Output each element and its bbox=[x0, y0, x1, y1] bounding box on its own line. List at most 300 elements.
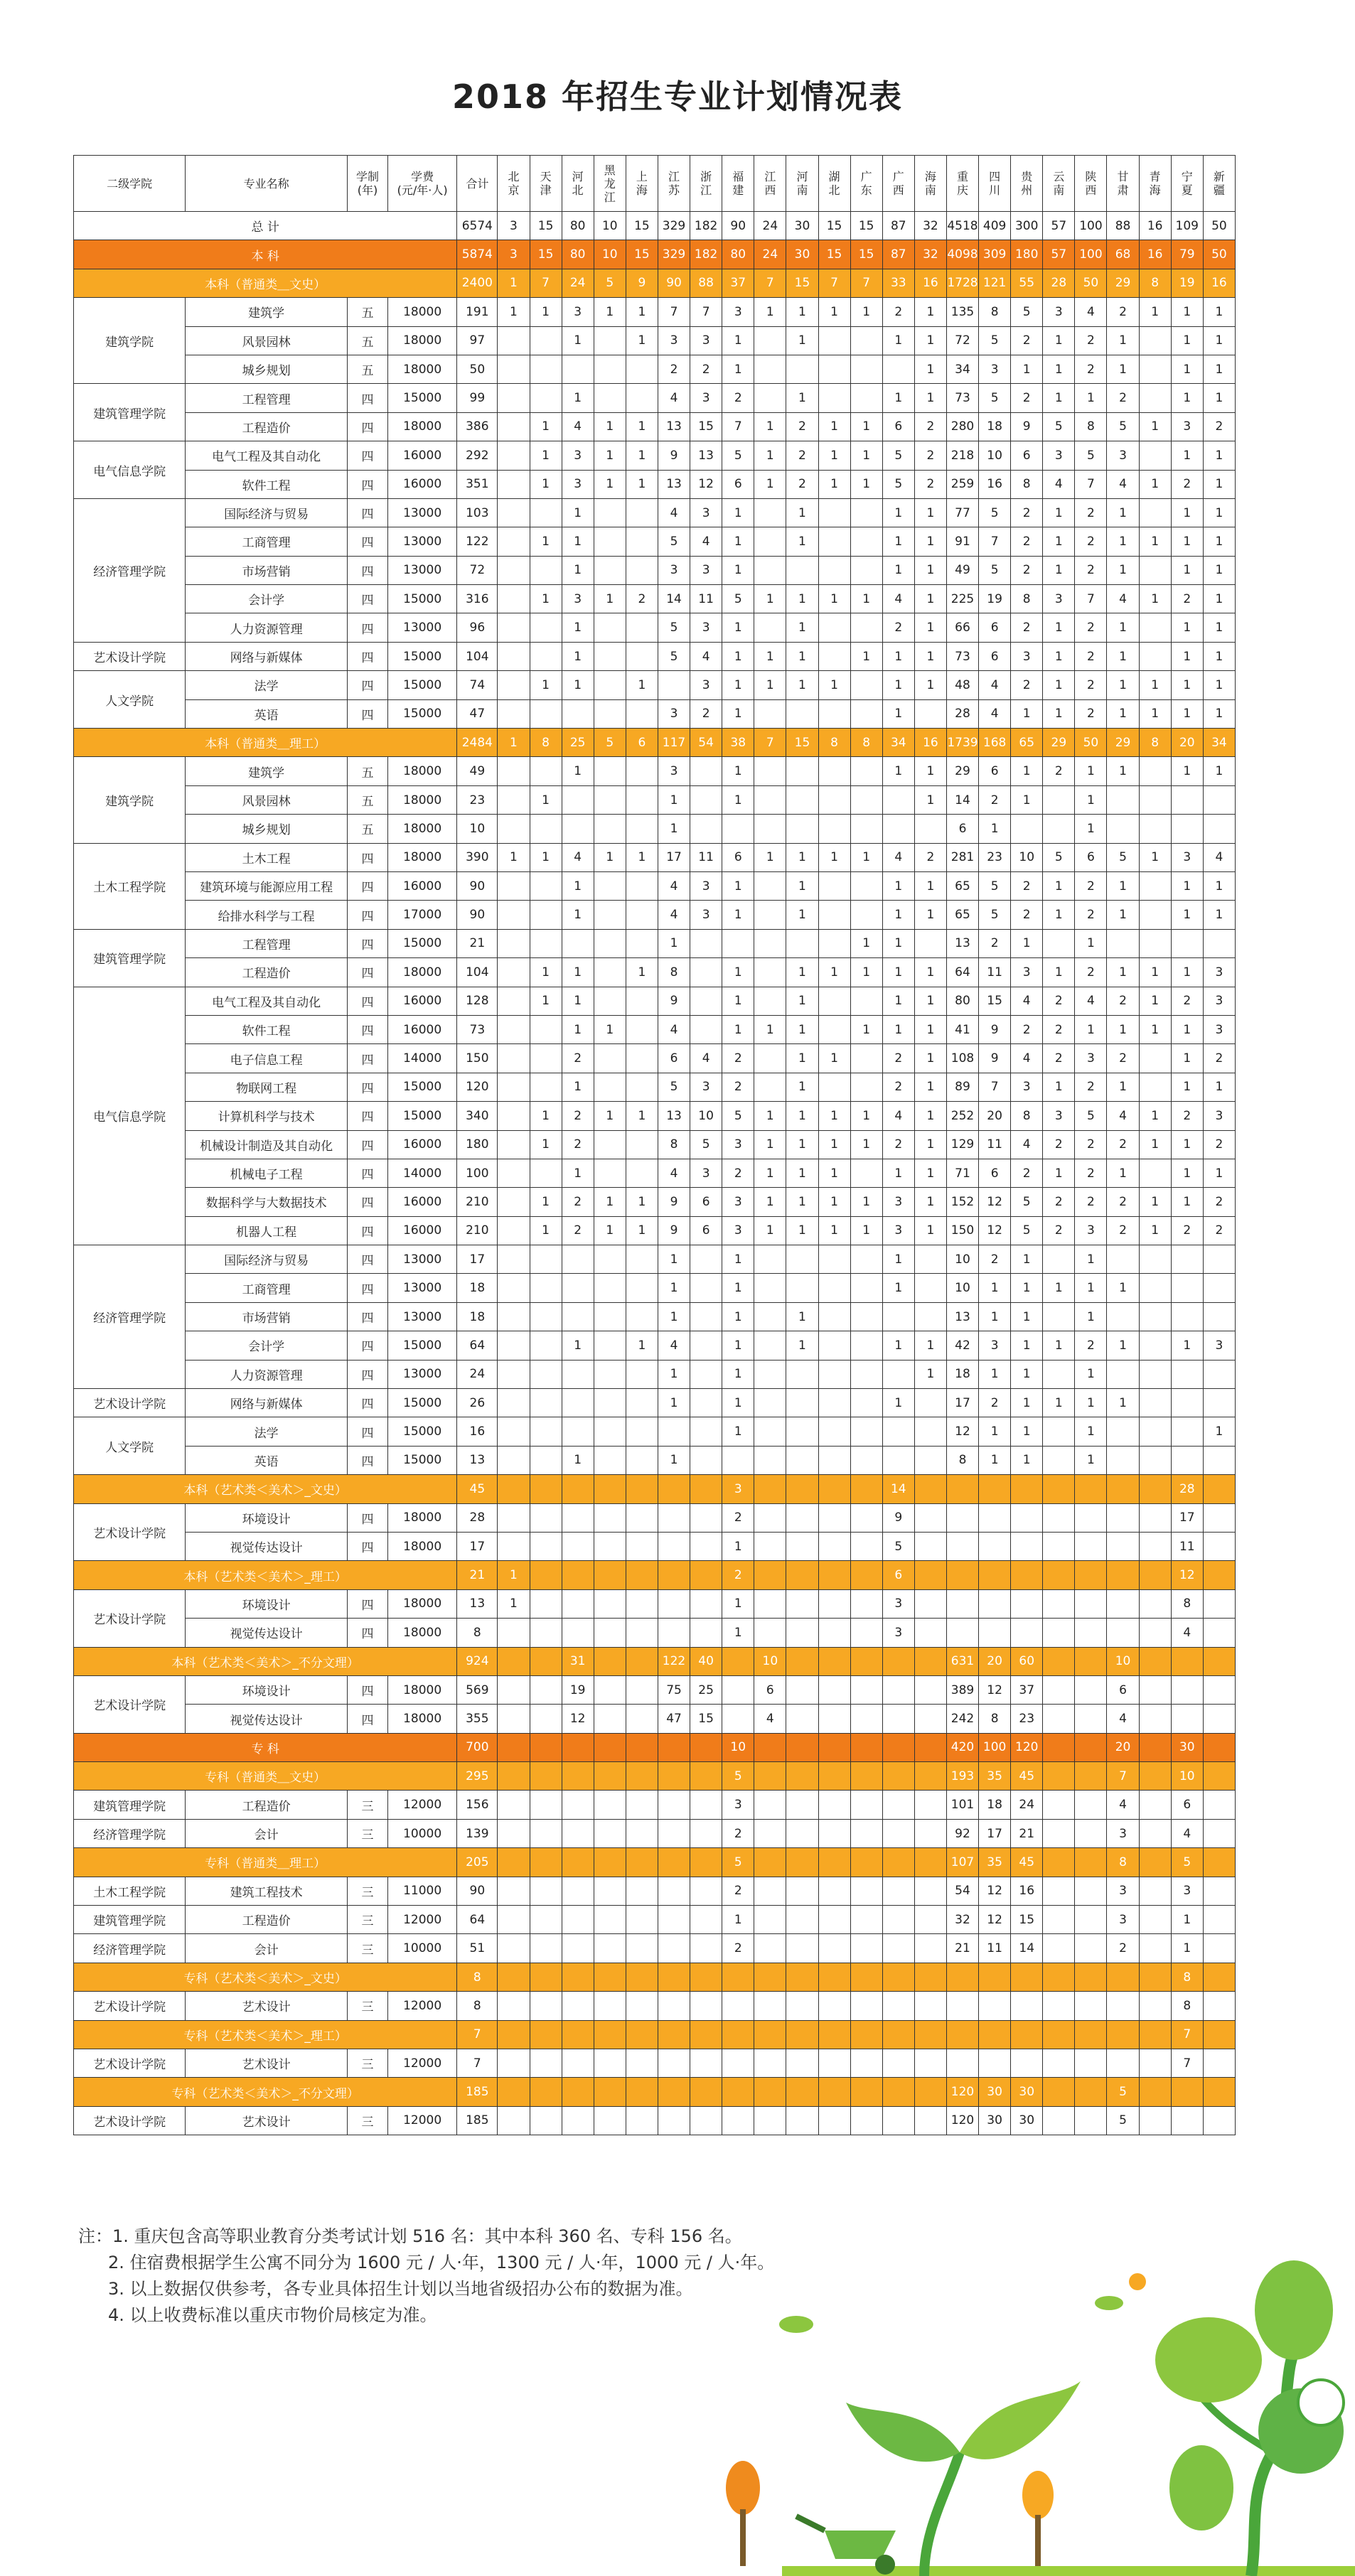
province-cell: 2 bbox=[1075, 326, 1107, 355]
fee-cell: 15000 bbox=[388, 671, 457, 699]
province-cell: 7 bbox=[722, 412, 754, 441]
province-cell bbox=[498, 1245, 530, 1274]
province-cell bbox=[754, 355, 786, 383]
province-cell bbox=[498, 355, 530, 383]
province-cell bbox=[1043, 815, 1075, 843]
province-cell bbox=[690, 785, 722, 814]
major-cell: 艺术设计 bbox=[186, 2049, 348, 2078]
province-cell: 3 bbox=[722, 1791, 754, 1819]
province-cell bbox=[1043, 1762, 1075, 1791]
province-cell bbox=[498, 2049, 530, 2078]
province-cell: 1 bbox=[498, 1561, 530, 1589]
province-cell bbox=[530, 642, 562, 670]
province-cell bbox=[979, 2049, 1011, 2078]
province-cell: 5 bbox=[1107, 2078, 1139, 2106]
province-cell: 1 bbox=[1203, 498, 1235, 527]
major-cell: 给排水科学与工程 bbox=[186, 901, 348, 929]
province-cell: 1 bbox=[530, 298, 562, 326]
province-cell bbox=[914, 929, 946, 957]
duration-cell: 四 bbox=[347, 441, 387, 470]
province-cell: 5 bbox=[594, 729, 626, 757]
province-cell bbox=[658, 1877, 690, 1905]
province-cell bbox=[498, 1389, 530, 1417]
province-cell: 14 bbox=[658, 585, 690, 613]
province-cell: 2 bbox=[786, 441, 818, 470]
fee-cell: 18000 bbox=[388, 1532, 457, 1560]
province-cell bbox=[562, 1389, 594, 1417]
province-cell bbox=[1203, 1389, 1235, 1417]
province-cell bbox=[530, 1675, 562, 1704]
province-cell bbox=[498, 815, 530, 843]
province-cell: 1 bbox=[562, 556, 594, 584]
province-cell: 2 bbox=[1011, 498, 1043, 527]
province-cell: 1 bbox=[979, 1446, 1011, 1474]
province-cell bbox=[498, 757, 530, 785]
province-cell: 2 bbox=[1075, 355, 1107, 383]
duration-cell: 四 bbox=[347, 1245, 387, 1274]
province-cell: 1 bbox=[1171, 1159, 1203, 1187]
duration-cell: 三 bbox=[347, 1877, 387, 1905]
table-row bbox=[74, 843, 1236, 871]
province-cell: 1 bbox=[1011, 1331, 1043, 1360]
total-cell: 64 bbox=[457, 1331, 498, 1360]
province-cell bbox=[850, 1992, 882, 2020]
fee-cell: 15000 bbox=[388, 384, 457, 412]
total-cell: 185 bbox=[457, 2078, 498, 2106]
province-cell: 3 bbox=[1043, 585, 1075, 613]
province-cell: 6 bbox=[1171, 1791, 1203, 1819]
province-cell bbox=[818, 1619, 850, 1647]
major-cell: 土木工程 bbox=[186, 843, 348, 871]
province-cell: 9 bbox=[658, 1188, 690, 1216]
province-cell: 1 bbox=[979, 1417, 1011, 1446]
major-cell: 人力资源管理 bbox=[186, 1360, 348, 1388]
province-cell: 54 bbox=[946, 1877, 978, 1905]
province-cell bbox=[850, 1877, 882, 1905]
province-cell bbox=[979, 1589, 1011, 1618]
major-cell: 城乡规划 bbox=[186, 815, 348, 843]
fee-cell: 16000 bbox=[388, 441, 457, 470]
province-cell: 15 bbox=[1011, 1906, 1043, 1934]
province-cell bbox=[1203, 1302, 1235, 1331]
province-cell: 1 bbox=[1107, 642, 1139, 670]
province-cell bbox=[626, 1475, 658, 1503]
province-cell: 1 bbox=[1139, 527, 1171, 556]
province-cell bbox=[1075, 1503, 1107, 1532]
province-cell: 28 bbox=[1171, 1475, 1203, 1503]
total-cell: 99 bbox=[457, 384, 498, 412]
province-cell bbox=[850, 757, 882, 785]
province-cell: 1 bbox=[1011, 1417, 1043, 1446]
province-cell bbox=[850, 1302, 882, 1331]
fee-cell: 16000 bbox=[388, 470, 457, 498]
province-cell: 1 bbox=[818, 412, 850, 441]
province-cell: 12 bbox=[946, 1417, 978, 1446]
province-cell bbox=[594, 1360, 626, 1388]
province-cell: 3 bbox=[882, 1188, 914, 1216]
province-cell: 4 bbox=[658, 1331, 690, 1360]
province-cell: 1 bbox=[786, 901, 818, 929]
duration-cell: 五 bbox=[347, 815, 387, 843]
province-cell bbox=[1075, 2020, 1107, 2049]
province-cell bbox=[722, 2078, 754, 2106]
table-row bbox=[74, 671, 1236, 699]
province-cell bbox=[530, 929, 562, 957]
province-cell: 3 bbox=[1043, 441, 1075, 470]
province-cell: 2 bbox=[1011, 613, 1043, 642]
province-cell: 1 bbox=[1075, 1274, 1107, 1302]
province-cell bbox=[594, 1073, 626, 1101]
province-cell bbox=[1075, 1906, 1107, 1934]
province-cell bbox=[690, 929, 722, 957]
province-cell: 1 bbox=[722, 1360, 754, 1388]
province-cell bbox=[562, 1819, 594, 1847]
province-cell bbox=[1139, 1561, 1171, 1589]
province-cell bbox=[626, 384, 658, 412]
province-cell: 2 bbox=[722, 384, 754, 412]
province-cell bbox=[626, 642, 658, 670]
province-cell bbox=[562, 699, 594, 728]
province-cell: 47 bbox=[658, 1705, 690, 1733]
province-cell: 3 bbox=[1203, 1102, 1235, 1130]
province-cell bbox=[850, 384, 882, 412]
province-cell: 5 bbox=[1011, 298, 1043, 326]
province-cell bbox=[1075, 1675, 1107, 1704]
fee-cell: 15000 bbox=[388, 699, 457, 728]
province-cell bbox=[786, 1733, 818, 1761]
province-cell: 2 bbox=[1075, 613, 1107, 642]
fee-cell: 15000 bbox=[388, 585, 457, 613]
row-label: 本科（普通类＿理工） bbox=[74, 729, 457, 757]
province-cell: 1 bbox=[882, 929, 914, 957]
fee-cell: 18000 bbox=[388, 1675, 457, 1704]
total-cell: 180 bbox=[457, 1130, 498, 1159]
province-cell: 122 bbox=[658, 1647, 690, 1675]
total-cell: 8 bbox=[457, 1619, 498, 1647]
province-cell: 1 bbox=[1139, 843, 1171, 871]
province-cell: 34 bbox=[946, 355, 978, 383]
province-cell bbox=[1171, 1302, 1203, 1331]
province-cell bbox=[850, 871, 882, 900]
province-cell: 5 bbox=[722, 441, 754, 470]
province-cell: 9 bbox=[658, 441, 690, 470]
province-cell bbox=[1043, 1705, 1075, 1733]
province-cell bbox=[1139, 1532, 1171, 1560]
province-cell bbox=[914, 1446, 946, 1474]
province-cell bbox=[498, 527, 530, 556]
province-cell: 2 bbox=[882, 613, 914, 642]
province-cell: 1 bbox=[754, 470, 786, 498]
province-cell bbox=[979, 1503, 1011, 1532]
province-cell bbox=[786, 355, 818, 383]
province-cell bbox=[658, 1475, 690, 1503]
college-cell: 艺术设计学院 bbox=[74, 2049, 186, 2078]
province-cell bbox=[562, 1963, 594, 1991]
province-cell bbox=[690, 1934, 722, 1963]
fee-cell: 18000 bbox=[388, 958, 457, 987]
province-cell bbox=[1139, 2049, 1171, 2078]
province-cell bbox=[882, 1647, 914, 1675]
province-cell bbox=[1043, 1934, 1075, 1963]
province-cell: 3 bbox=[979, 355, 1011, 383]
duration-cell: 四 bbox=[347, 1360, 387, 1388]
province-cell: 2 bbox=[626, 585, 658, 613]
total-cell: 73 bbox=[457, 1015, 498, 1043]
college-cell: 建筑管理学院 bbox=[74, 929, 186, 987]
header-province: 贵 州 bbox=[1011, 156, 1043, 212]
province-cell bbox=[882, 1992, 914, 2020]
province-cell bbox=[498, 958, 530, 987]
province-cell bbox=[690, 1331, 722, 1360]
level-summary-row bbox=[74, 240, 1236, 269]
province-cell: 150 bbox=[946, 1216, 978, 1245]
province-cell bbox=[530, 1446, 562, 1474]
province-cell bbox=[1107, 929, 1139, 957]
province-cell bbox=[562, 1561, 594, 1589]
province-cell bbox=[850, 613, 882, 642]
province-cell: 218 bbox=[946, 441, 978, 470]
province-cell: 180 bbox=[1011, 240, 1043, 269]
college-cell: 建筑学院 bbox=[74, 757, 186, 843]
province-cell: 8 bbox=[1107, 1848, 1139, 1877]
duration-cell: 五 bbox=[347, 757, 387, 785]
province-cell bbox=[914, 1848, 946, 1877]
province-cell: 19 bbox=[1171, 269, 1203, 297]
province-cell bbox=[690, 2078, 722, 2106]
province-cell bbox=[1043, 1446, 1075, 1474]
province-cell bbox=[626, 1360, 658, 1388]
province-cell bbox=[658, 1819, 690, 1847]
header-province: 广 东 bbox=[850, 156, 882, 212]
province-cell bbox=[722, 1705, 754, 1733]
province-cell bbox=[594, 1159, 626, 1187]
province-cell: 1 bbox=[850, 642, 882, 670]
table-row bbox=[74, 1503, 1236, 1532]
province-cell bbox=[530, 384, 562, 412]
province-cell bbox=[562, 1934, 594, 1963]
province-cell: 2 bbox=[1043, 1015, 1075, 1043]
province-cell bbox=[882, 815, 914, 843]
fee-cell: 10000 bbox=[388, 1819, 457, 1847]
province-cell bbox=[850, 1044, 882, 1073]
province-cell: 1 bbox=[1203, 901, 1235, 929]
province-cell bbox=[882, 1705, 914, 1733]
province-cell: 1 bbox=[786, 298, 818, 326]
header-province: 重 庆 bbox=[946, 156, 978, 212]
province-cell: 2 bbox=[914, 843, 946, 871]
province-cell: 8 bbox=[1171, 1963, 1203, 1991]
duration-cell: 四 bbox=[347, 843, 387, 871]
province-cell bbox=[1011, 1589, 1043, 1618]
province-cell: 1 bbox=[1011, 699, 1043, 728]
province-cell: 19 bbox=[562, 1675, 594, 1704]
province-cell: 29 bbox=[1107, 269, 1139, 297]
province-cell bbox=[690, 2106, 722, 2135]
province-cell bbox=[1203, 1819, 1235, 1847]
province-cell: 54 bbox=[690, 729, 722, 757]
province-cell: 12 bbox=[979, 1188, 1011, 1216]
province-cell: 80 bbox=[722, 240, 754, 269]
province-cell bbox=[754, 757, 786, 785]
province-cell bbox=[914, 1733, 946, 1761]
province-cell bbox=[1203, 1647, 1235, 1675]
row-label: 专 科 bbox=[74, 1733, 457, 1761]
province-cell: 16 bbox=[1011, 1877, 1043, 1905]
province-cell: 3 bbox=[498, 212, 530, 240]
province-cell bbox=[1011, 1532, 1043, 1560]
province-cell: 1 bbox=[882, 871, 914, 900]
province-cell bbox=[530, 1073, 562, 1101]
province-cell bbox=[1107, 2020, 1139, 2049]
college-cell: 建筑管理学院 bbox=[74, 1791, 186, 1819]
province-cell: 1 bbox=[979, 1360, 1011, 1388]
province-cell: 1 bbox=[1203, 1417, 1235, 1446]
province-cell: 1 bbox=[1203, 699, 1235, 728]
major-cell: 电气工程及其自动化 bbox=[186, 441, 348, 470]
province-cell bbox=[786, 1675, 818, 1704]
province-cell bbox=[946, 2049, 978, 2078]
province-cell bbox=[1043, 1360, 1075, 1388]
province-cell bbox=[498, 987, 530, 1015]
province-cell bbox=[850, 1733, 882, 1761]
total-cell: 13 bbox=[457, 1446, 498, 1474]
province-cell: 108 bbox=[946, 1044, 978, 1073]
province-cell: 5 bbox=[722, 1848, 754, 1877]
province-cell bbox=[1043, 2020, 1075, 2049]
province-cell: 1 bbox=[882, 1331, 914, 1360]
province-cell: 1 bbox=[722, 1389, 754, 1417]
province-cell bbox=[530, 1561, 562, 1589]
province-cell: 1 bbox=[1107, 326, 1139, 355]
province-cell: 1 bbox=[594, 1102, 626, 1130]
province-cell bbox=[690, 815, 722, 843]
province-cell: 2 bbox=[1107, 384, 1139, 412]
province-cell: 1 bbox=[850, 929, 882, 957]
province-cell: 2 bbox=[882, 1073, 914, 1101]
province-cell: 1 bbox=[1043, 556, 1075, 584]
table-row bbox=[74, 1274, 1236, 1302]
province-cell: 1 bbox=[818, 470, 850, 498]
province-cell: 30 bbox=[786, 240, 818, 269]
province-cell bbox=[1107, 1475, 1139, 1503]
province-cell bbox=[498, 1848, 530, 1877]
province-cell: 1 bbox=[722, 1619, 754, 1647]
fee-cell: 18000 bbox=[388, 1589, 457, 1618]
total-cell: 7 bbox=[457, 2020, 498, 2049]
province-cell: 3 bbox=[882, 1589, 914, 1618]
duration-cell: 四 bbox=[347, 1675, 387, 1704]
province-cell: 2 bbox=[1203, 1130, 1235, 1159]
province-cell: 1 bbox=[754, 642, 786, 670]
province-cell bbox=[1171, 815, 1203, 843]
province-cell bbox=[690, 1848, 722, 1877]
fee-cell: 15000 bbox=[388, 1331, 457, 1360]
province-cell: 1 bbox=[914, 1159, 946, 1187]
province-cell bbox=[882, 1819, 914, 1847]
table-row bbox=[74, 871, 1236, 900]
province-cell bbox=[786, 1848, 818, 1877]
province-cell bbox=[914, 1245, 946, 1274]
major-cell: 机器人工程 bbox=[186, 1216, 348, 1245]
province-cell: 3 bbox=[722, 1216, 754, 1245]
province-cell bbox=[530, 1705, 562, 1733]
province-cell: 3 bbox=[690, 613, 722, 642]
province-cell bbox=[754, 785, 786, 814]
province-cell: 1 bbox=[1107, 556, 1139, 584]
duration-cell: 四 bbox=[347, 958, 387, 987]
province-cell bbox=[946, 1992, 978, 2020]
province-cell bbox=[850, 1647, 882, 1675]
province-cell bbox=[1203, 1762, 1235, 1791]
major-cell: 国际经济与贸易 bbox=[186, 1245, 348, 1274]
province-cell bbox=[754, 1245, 786, 1274]
header-province: 云 南 bbox=[1043, 156, 1075, 212]
province-cell bbox=[530, 1589, 562, 1618]
province-cell bbox=[498, 1733, 530, 1761]
province-cell bbox=[1203, 1561, 1235, 1589]
province-cell: 3 bbox=[690, 498, 722, 527]
province-cell: 1 bbox=[1075, 929, 1107, 957]
duration-cell: 四 bbox=[347, 1302, 387, 1331]
province-cell bbox=[498, 1216, 530, 1245]
province-cell bbox=[754, 1733, 786, 1761]
province-cell: 2 bbox=[562, 1188, 594, 1216]
duration-cell: 四 bbox=[347, 1015, 387, 1043]
province-cell: 1 bbox=[498, 843, 530, 871]
province-cell: 1 bbox=[530, 671, 562, 699]
province-cell: 5 bbox=[722, 1762, 754, 1791]
major-cell: 数据科学与大数据技术 bbox=[186, 1188, 348, 1216]
province-cell bbox=[626, 929, 658, 957]
province-cell bbox=[946, 1503, 978, 1532]
province-cell bbox=[658, 2078, 690, 2106]
province-cell bbox=[626, 1532, 658, 1560]
province-cell bbox=[1139, 1475, 1171, 1503]
duration-cell: 三 bbox=[347, 1819, 387, 1847]
total-cell: 21 bbox=[457, 929, 498, 957]
province-cell bbox=[786, 1992, 818, 2020]
province-cell bbox=[754, 1302, 786, 1331]
province-cell bbox=[530, 1360, 562, 1388]
province-cell bbox=[530, 1963, 562, 1991]
category-summary-row bbox=[74, 1963, 1236, 1991]
college-cell: 艺术设计学院 bbox=[74, 1992, 186, 2020]
province-cell: 7 bbox=[1075, 470, 1107, 498]
province-cell: 1 bbox=[498, 729, 530, 757]
province-cell: 1 bbox=[1203, 757, 1235, 785]
province-cell: 2 bbox=[1107, 987, 1139, 1015]
province-cell: 3 bbox=[1011, 642, 1043, 670]
province-cell: 1 bbox=[658, 1389, 690, 1417]
province-cell: 1 bbox=[658, 785, 690, 814]
fee-cell: 15000 bbox=[388, 929, 457, 957]
province-cell: 3 bbox=[1011, 1073, 1043, 1101]
province-cell bbox=[786, 699, 818, 728]
province-cell: 3 bbox=[658, 757, 690, 785]
province-cell: 12 bbox=[979, 1906, 1011, 1934]
province-cell bbox=[882, 1762, 914, 1791]
duration-cell: 四 bbox=[347, 1073, 387, 1101]
province-cell: 1 bbox=[1075, 1302, 1107, 1331]
province-cell: 8 bbox=[979, 1705, 1011, 1733]
province-cell bbox=[626, 1762, 658, 1791]
table-row bbox=[74, 1934, 1236, 1963]
province-cell bbox=[658, 671, 690, 699]
college-cell: 经济管理学院 bbox=[74, 1934, 186, 1963]
duration-cell: 三 bbox=[347, 1992, 387, 2020]
province-cell: 1 bbox=[722, 1417, 754, 1446]
province-cell: 1 bbox=[786, 613, 818, 642]
